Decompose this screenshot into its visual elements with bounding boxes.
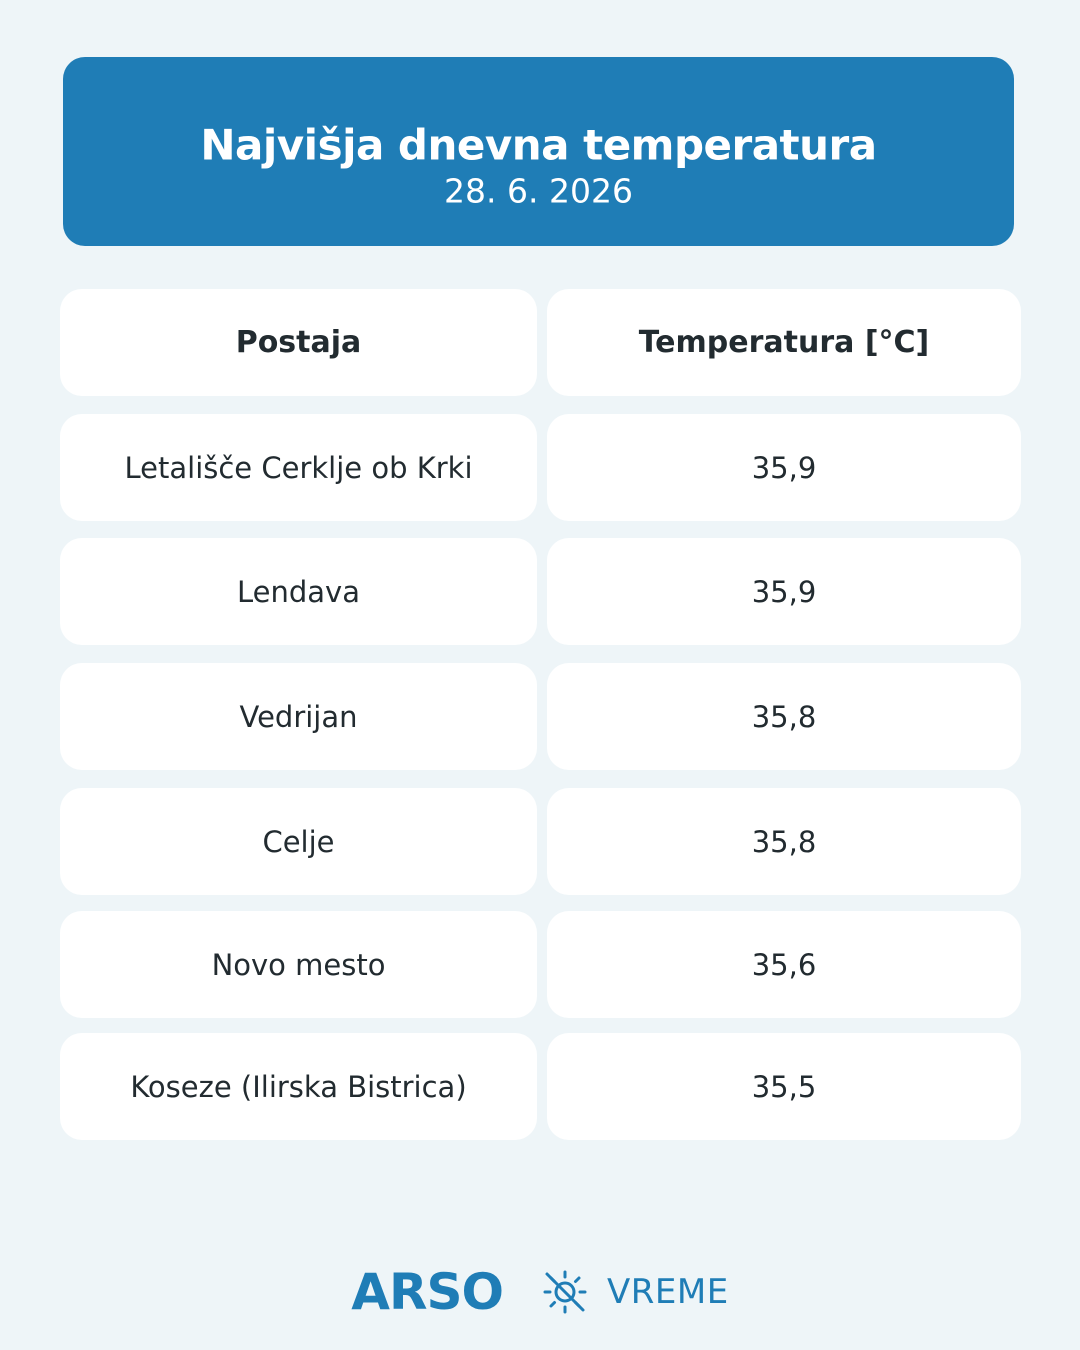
station-cell: Novo mesto	[60, 911, 537, 1018]
brand-logo: ARSO	[351, 1263, 504, 1321]
station-cell: Lendava	[60, 538, 537, 645]
header-banner	[63, 57, 1014, 246]
temperature-cell: 35,8	[547, 788, 1021, 895]
temperature-cell: 35,6	[547, 911, 1021, 1018]
temperature-cell: 35,5	[547, 1033, 1021, 1140]
section-label: VREME	[607, 1272, 729, 1312]
sun-weather-icon	[541, 1268, 589, 1316]
station-cell: Letališče Cerklje ob Krki	[60, 414, 537, 521]
station-cell: Vedrijan	[60, 663, 537, 770]
column-header-station: Postaja	[60, 289, 537, 396]
temperature-cell: 35,9	[547, 414, 1021, 521]
temperature-cell: 35,8	[547, 663, 1021, 770]
temperature-cell: 35,9	[547, 538, 1021, 645]
station-cell: Koseze (Ilirska Bistrica)	[60, 1033, 537, 1140]
station-cell: Celje	[60, 788, 537, 895]
page-title: Najvišja dnevna temperatura	[200, 120, 877, 170]
column-header-temperature: Temperatura [°C]	[547, 289, 1021, 396]
footer	[0, 1262, 1080, 1322]
date-label: 28. 6. 2026	[444, 171, 633, 211]
